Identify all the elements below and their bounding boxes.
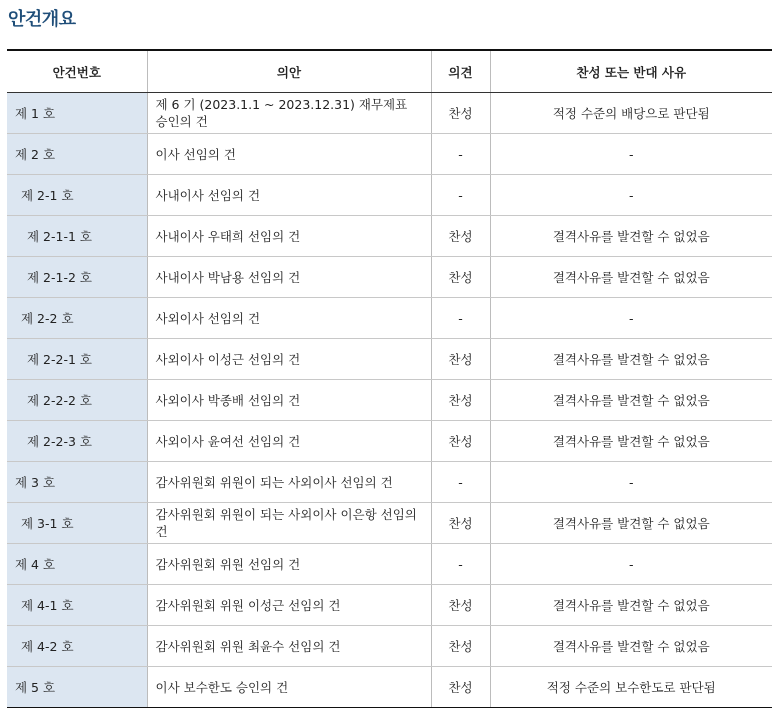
agenda-reason: - <box>490 134 772 175</box>
agenda-title: 이사 선임의 건 <box>147 134 431 175</box>
agenda-title: 사내이사 우태희 선임의 건 <box>147 216 431 257</box>
agenda-title: 사내이사 박남용 선임의 건 <box>147 257 431 298</box>
agenda-title: 사외이사 윤여선 선임의 건 <box>147 421 431 462</box>
agenda-reason: - <box>490 544 772 585</box>
table-row <box>7 667 772 708</box>
agenda-number: 제 2-2 호 <box>7 298 147 339</box>
agenda-opinion: 찬성 <box>431 380 490 421</box>
agenda-number: 제 2-2-1 호 <box>7 339 147 380</box>
table-row <box>7 421 772 462</box>
agenda-reason: 결격사유를 발견할 수 없었음 <box>490 421 772 462</box>
agenda-number: 제 2-2-2 호 <box>7 380 147 421</box>
agenda-opinion: 찬성 <box>431 421 490 462</box>
agenda-opinion: 찬성 <box>431 339 490 380</box>
agenda-opinion: - <box>431 462 490 503</box>
agenda-opinion: 찬성 <box>431 257 490 298</box>
agenda-reason: 결격사유를 발견할 수 없었음 <box>490 216 772 257</box>
agenda-opinion: - <box>431 175 490 216</box>
agenda-title: 사외이사 선임의 건 <box>147 298 431 339</box>
agenda-opinion: 찬성 <box>431 93 490 134</box>
table-row <box>7 339 772 380</box>
agenda-reason: 결격사유를 발견할 수 없었음 <box>490 626 772 667</box>
agenda-title: 감사위원회 위원 이성근 선임의 건 <box>147 585 431 626</box>
table-row <box>7 462 772 503</box>
agenda-number: 제 2-2-3 호 <box>7 421 147 462</box>
agenda-reason: 적정 수준의 배당으로 판단됨 <box>490 93 772 134</box>
table-row <box>7 380 772 421</box>
agenda-number: 제 2 호 <box>7 134 147 175</box>
agenda-number: 제 2-1-1 호 <box>7 216 147 257</box>
agenda-number: 제 4-2 호 <box>7 626 147 667</box>
agenda-number: 제 4 호 <box>7 544 147 585</box>
agenda-number: 제 4-1 호 <box>7 585 147 626</box>
agenda-number: 제 3 호 <box>7 462 147 503</box>
agenda-title: 이사 보수한도 승인의 건 <box>147 667 431 708</box>
agenda-title: 감사위원회 위원 선임의 건 <box>147 544 431 585</box>
table-row <box>7 585 772 626</box>
agenda-title: 사외이사 이성근 선임의 건 <box>147 339 431 380</box>
agenda-reason: 결격사유를 발견할 수 없었음 <box>490 380 772 421</box>
table-row <box>7 216 772 257</box>
agenda-opinion: - <box>431 298 490 339</box>
agenda-number: 제 5 호 <box>7 667 147 708</box>
agenda-title: 사외이사 박종배 선임의 건 <box>147 380 431 421</box>
table-row <box>7 298 772 339</box>
header-number: 안건번호 <box>7 50 147 93</box>
agenda-reason: 적정 수준의 보수한도로 판단됨 <box>490 667 772 708</box>
agenda-number: 제 2-1 호 <box>7 175 147 216</box>
agenda-reason: 결격사유를 발견할 수 없었음 <box>490 339 772 380</box>
agenda-reason: 결격사유를 발견할 수 없었음 <box>490 585 772 626</box>
header-opinion: 의견 <box>431 50 490 93</box>
table-row <box>7 175 772 216</box>
agenda-title: 감사위원회 위원이 되는 사외이사 선임의 건 <box>147 462 431 503</box>
agenda-reason: 결격사유를 발견할 수 없었음 <box>490 503 772 544</box>
agenda-reason: - <box>490 298 772 339</box>
agenda-number: 제 2-1-2 호 <box>7 257 147 298</box>
table-row <box>7 626 772 667</box>
table-header-row <box>7 50 772 93</box>
agenda-opinion: - <box>431 544 490 585</box>
table-row <box>7 134 772 175</box>
agenda-title: 사내이사 선임의 건 <box>147 175 431 216</box>
agenda-reason: - <box>490 175 772 216</box>
agenda-opinion: 찬성 <box>431 626 490 667</box>
page-title: 안건개요 <box>8 9 76 30</box>
agenda-title: 감사위원회 위원 최윤수 선임의 건 <box>147 626 431 667</box>
agenda-table <box>7 49 772 708</box>
agenda-opinion: 찬성 <box>431 585 490 626</box>
agenda-opinion: 찬성 <box>431 216 490 257</box>
header-agenda: 의안 <box>147 50 431 93</box>
table-row <box>7 93 772 134</box>
agenda-reason: 결격사유를 발견할 수 없었음 <box>490 257 772 298</box>
agenda-reason: - <box>490 462 772 503</box>
agenda-opinion: 찬성 <box>431 503 490 544</box>
agenda-opinion: - <box>431 134 490 175</box>
agenda-opinion: 찬성 <box>431 667 490 708</box>
agenda-title: 제 6 기 (2023.1.1 ~ 2023.12.31) 재무제표 승인의 건 <box>147 93 431 134</box>
table-row <box>7 503 772 544</box>
agenda-number: 제 3-1 호 <box>7 503 147 544</box>
header-reason: 찬성 또는 반대 사유 <box>490 50 772 93</box>
table-row <box>7 257 772 298</box>
agenda-title: 감사위원회 위원이 되는 사외이사 이은항 선임의 건 <box>147 503 431 544</box>
agenda-number: 제 1 호 <box>7 93 147 134</box>
table-row <box>7 544 772 585</box>
